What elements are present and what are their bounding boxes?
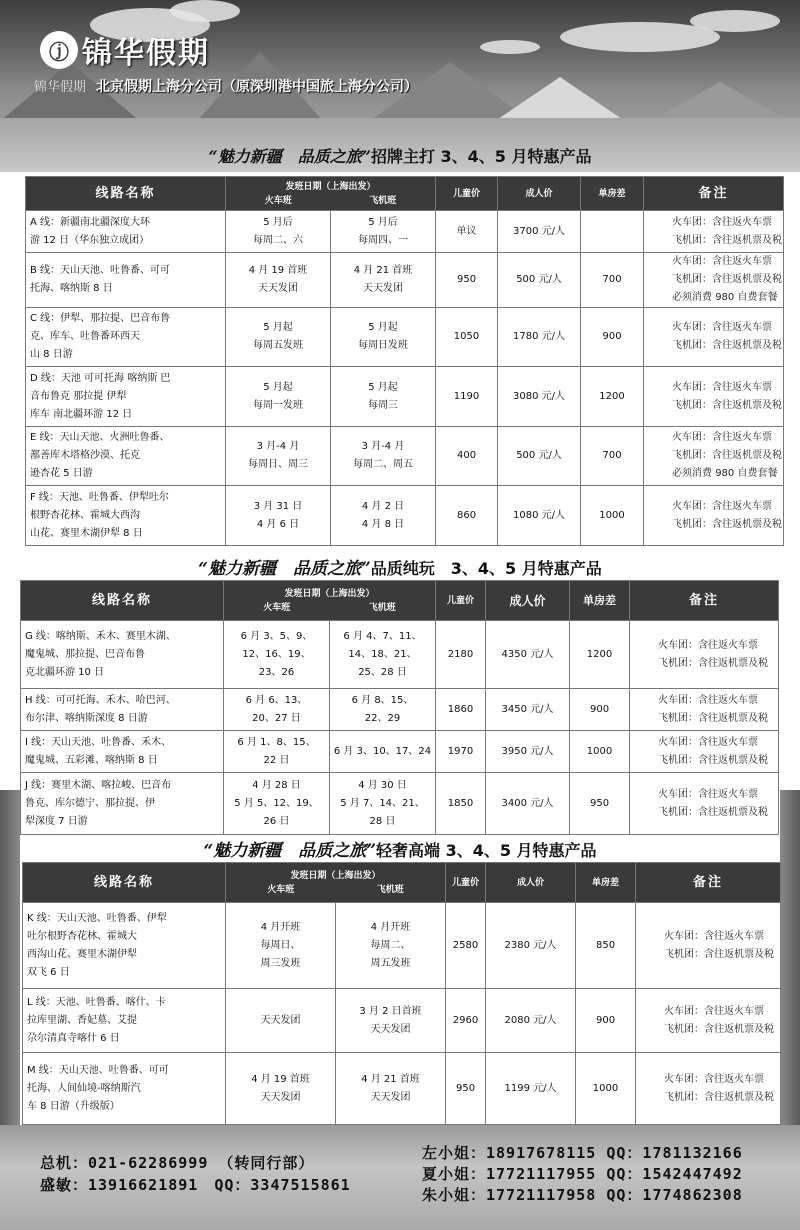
table-row <box>21 689 779 731</box>
note-cell-line: 飞机团：含往返机票及税 <box>658 712 769 724</box>
note-cell-line: 火车团：含往返火车票 <box>664 1073 765 1085</box>
route-cell-line: 魔鬼城、五彩滩、喀纳斯 8 日 <box>25 754 158 766</box>
flight-date-cell <box>331 367 436 427</box>
title-script: “魅力新疆 品质之旅” <box>203 841 376 861</box>
table-row <box>26 253 784 308</box>
table-row <box>23 989 781 1053</box>
adult-price-cell: 3700 元/人 <box>498 211 581 253</box>
title-script: “魅力新疆 品质之旅” <box>208 147 371 166</box>
route-cell-line: D 线：天池 可可托海 喀纳斯 巴 <box>30 372 171 384</box>
route-cell <box>23 989 226 1053</box>
route-cell-line: 车 8 日游（升级版） <box>27 1100 120 1112</box>
child-price-cell: 2580 <box>446 903 486 989</box>
train-date-cell <box>224 731 330 773</box>
brand-subname: 锦华假期 <box>34 80 87 95</box>
route-cell-line: 魔鬼城、那拉提、巴音布鲁 <box>25 648 145 660</box>
flight-date-cell-line: 天天发团 <box>370 1091 411 1103</box>
flight-date-cell-line: 6 月 4、7、11、 <box>343 630 422 642</box>
route-cell-line: 吐尔根野杏花林、霍城大 <box>27 930 137 942</box>
train-date-cell-line: 20、27 日 <box>252 712 301 724</box>
header-train: 火车班 <box>267 884 295 895</box>
route-cell-line: K 线：天山天池、吐鲁番、伊犁 <box>27 912 167 924</box>
flight-date-cell <box>331 211 436 253</box>
note-cell-line: 飞机团：含往返机票及税 <box>664 948 775 960</box>
adult-price-cell: 3080 元/人 <box>498 367 581 427</box>
child-price-cell: 950 <box>436 253 498 308</box>
single-supplement-cell: 700 <box>581 427 644 486</box>
train-date-cell <box>226 1053 336 1125</box>
note-cell <box>644 486 784 546</box>
table-row <box>26 308 784 367</box>
train-date-cell-line: 23、26 <box>258 666 295 678</box>
table-row <box>23 903 781 989</box>
note-cell <box>644 211 784 253</box>
route-cell-line: A 线：新疆南北疆深度大环 <box>30 216 151 228</box>
note-cell-line: 飞机团：含往返机票及税 <box>658 754 769 766</box>
flight-date-cell-line: 5 月 7、14、21、 <box>340 797 425 809</box>
note-cell-line: 飞机团：含往返机票及税 <box>672 234 783 246</box>
adult-price-cell: 500 元/人 <box>498 427 581 486</box>
child-price-cell: 单议 <box>436 211 498 253</box>
flight-date-cell <box>336 989 446 1053</box>
route-cell-line: 克北疆环游 10 日 <box>25 666 105 678</box>
route-cell-line: 游 12 日（华东独立成团） <box>30 234 150 246</box>
table-row <box>26 486 784 546</box>
flight-date-cell-line: 28 日 <box>369 815 396 827</box>
background-scenery <box>780 790 800 1130</box>
route-cell-line: B 线：天山天池、吐鲁番、可可 <box>30 265 171 276</box>
route-cell <box>26 211 226 253</box>
train-date-cell <box>226 367 331 427</box>
route-cell-line: 托海、人间仙境-喀纳斯汽 <box>27 1082 141 1094</box>
flight-date-cell <box>336 1053 446 1125</box>
single-supplement-cell <box>581 211 644 253</box>
note-cell-line: 飞机团：含往返机票及税 <box>664 1023 775 1035</box>
cloud-decoration <box>170 0 240 22</box>
train-date-cell-line: 5 月起 <box>263 381 293 393</box>
header-dates-label: 发班日期（上海出发） <box>290 870 381 881</box>
note-cell-line: 飞机团：含往返机票及税 <box>672 399 783 411</box>
child-price-cell: 1050 <box>436 308 498 367</box>
train-date-cell <box>226 253 331 308</box>
single-supplement-cell: 1000 <box>581 486 644 546</box>
note-cell <box>636 989 781 1053</box>
train-date-cell-line: 4 月 28 日 <box>252 779 301 791</box>
train-date-cell-line: 每周五发班 <box>253 340 303 351</box>
table-row <box>26 427 784 486</box>
header-single: 单房差 <box>576 863 636 903</box>
train-date-cell <box>226 427 331 486</box>
note-cell-line: 必须消费 980 自费套餐 <box>672 292 778 303</box>
train-date-cell-line: 天天发团 <box>258 283 298 294</box>
train-date-cell-line: 天天发团 <box>260 1091 301 1103</box>
note-cell <box>644 253 784 308</box>
train-date-cell <box>226 989 336 1053</box>
train-date-cell-line: 5 月 5、12、19、 <box>234 797 319 809</box>
note-cell <box>630 773 779 835</box>
train-date-cell-line: 22 日 <box>263 754 290 766</box>
route-cell <box>26 253 226 308</box>
single-supplement-cell: 900 <box>570 689 630 731</box>
brand-logo <box>40 28 210 72</box>
child-price-cell: 1190 <box>436 367 498 427</box>
train-date-cell-line: 3 月 31 日 <box>253 500 303 512</box>
header-dates <box>224 581 436 621</box>
flight-date-cell-line: 5 月后 <box>368 216 398 228</box>
flight-date-cell-line: 周五发班 <box>370 957 411 969</box>
train-date-cell-line: 4 月 19 首班 <box>248 265 308 276</box>
train-date-cell <box>226 308 331 367</box>
train-date-cell-line: 26 日 <box>263 815 290 827</box>
product-table-2 <box>20 580 779 835</box>
cloud-decoration <box>480 40 540 54</box>
flight-date-cell-line: 4 月 21 首班 <box>353 265 413 276</box>
header-route: 线路名称 <box>23 863 226 903</box>
flight-date-cell-line: 22、29 <box>364 712 401 724</box>
route-cell-line: G 线：喀纳斯、禾木、赛里木湖、 <box>25 630 176 642</box>
note-cell <box>644 308 784 367</box>
table-row <box>26 211 784 253</box>
train-date-cell-line: 6 月 3、5、9、 <box>240 630 313 642</box>
route-cell <box>26 486 226 546</box>
route-cell-line: 音布鲁克 那拉提 伊犁 <box>30 390 127 402</box>
flight-date-cell <box>331 308 436 367</box>
table-row <box>21 773 779 835</box>
note-cell-line: 飞机团：含往返机票及税 <box>658 657 769 669</box>
train-date-cell-line: 5 月后 <box>263 216 293 228</box>
note-cell <box>644 427 784 486</box>
note-cell-line: 火车团：含往返火车票 <box>658 736 759 748</box>
header-dates-label: 发班日期（上海出发） <box>285 181 376 192</box>
route-cell <box>26 308 226 367</box>
route-cell-line: 犁深度 7 日游 <box>25 815 88 827</box>
adult-price-cell: 3450 元/人 <box>486 689 570 731</box>
route-cell-line: 尕尔清真寺喀什 6 日 <box>27 1032 120 1044</box>
route-cell <box>21 731 224 773</box>
header-single: 单房差 <box>581 177 644 211</box>
header-child: 儿童价 <box>436 581 486 621</box>
route-cell-line: 西沟山花、赛里木湖伊犁 <box>27 948 137 960</box>
flight-date-cell-line: 天天发团 <box>363 283 403 294</box>
route-cell-line: 克、库车、吐鲁番环西天 <box>30 331 140 342</box>
header-note: 备注 <box>644 177 784 211</box>
title-script: “魅力新疆 品质之旅” <box>198 559 371 579</box>
route-cell <box>26 367 226 427</box>
contact-xia: 夏小姐：17721117955 QQ：1542447492 <box>422 1165 743 1183</box>
child-price-cell: 1860 <box>436 689 486 731</box>
flight-date-cell-line: 4 月 8 日 <box>361 518 405 530</box>
route-cell-line: H 线：可可托海、禾木、哈巴河、 <box>25 694 176 706</box>
route-cell-line: J 线：赛里木湖、喀拉峻、巴音布 <box>25 779 172 791</box>
adult-price-cell: 1199 元/人 <box>486 1053 576 1125</box>
note-cell-line: 火车团：含往返火车票 <box>664 1005 765 1017</box>
hotline-text: 总机：021-62286999 （转同行部） <box>40 1154 315 1172</box>
note-cell-line: 火车团：含往返火车票 <box>672 381 773 393</box>
train-date-cell-line: 4 月 6 日 <box>256 518 300 530</box>
flight-date-cell <box>331 427 436 486</box>
route-cell-line: 托海、喀纳斯 8 日 <box>30 283 113 294</box>
table-row <box>21 731 779 773</box>
product-table-1 <box>25 176 784 546</box>
single-supplement-cell: 1200 <box>570 621 630 689</box>
company-name: 北京假期上海分公司（原深圳港中国旅上海分公司） <box>96 79 418 95</box>
header-note: 备注 <box>630 581 779 621</box>
route-cell-line: 山花、赛里木湖伊犁 8 日 <box>30 527 143 539</box>
train-date-cell-line: 周三发班 <box>260 957 301 969</box>
train-date-cell <box>224 621 330 689</box>
flight-date-cell-line: 25、28 日 <box>358 666 407 678</box>
header-dates <box>226 863 446 903</box>
title-rest: 轻奢高端 3、4、5 月特惠产品 <box>376 841 597 860</box>
child-price-cell: 1970 <box>436 731 486 773</box>
contact-shengmin: 盛敏：13916621891 QQ：3347515861 <box>40 1176 351 1194</box>
note-cell-line: 火车团：含往返火车票 <box>672 322 773 333</box>
header-note: 备注 <box>636 863 781 903</box>
adult-price-cell: 3400 元/人 <box>486 773 570 835</box>
adult-price-cell: 4350 元/人 <box>486 621 570 689</box>
flight-date-cell <box>331 253 436 308</box>
note-cell-line: 火车团：含往返火车票 <box>658 694 759 706</box>
adult-price-cell: 2080 元/人 <box>486 989 576 1053</box>
header-dates-label: 发班日期（上海出发） <box>284 588 375 599</box>
train-date-cell-line: 4 月开班 <box>260 921 301 933</box>
single-supplement-cell: 1000 <box>576 1053 636 1125</box>
child-price-cell: 1850 <box>436 773 486 835</box>
single-supplement-cell: 1200 <box>581 367 644 427</box>
route-cell-line: 布尔津、喀纳斯深度 8 日游 <box>25 712 148 724</box>
table-row <box>26 367 784 427</box>
note-cell-line: 火车团：含往返火车票 <box>664 930 765 942</box>
route-cell <box>21 689 224 731</box>
train-date-cell <box>224 773 330 835</box>
flight-date-cell-line: 每周四、一 <box>358 234 408 246</box>
route-cell <box>26 427 226 486</box>
note-cell-line: 飞机团：含往返机票及税 <box>658 806 769 818</box>
title-rest: 招牌主打 3、4、5 月特惠产品 <box>370 147 592 166</box>
single-supplement-cell: 850 <box>576 903 636 989</box>
train-date-cell-line: 3 月-4 月 <box>256 441 300 452</box>
route-cell-line: F 线：天池、吐鲁番、伊犁吐尔 <box>30 491 169 503</box>
train-date-cell <box>224 689 330 731</box>
single-supplement-cell: 1000 <box>570 731 630 773</box>
flight-date-cell <box>336 903 446 989</box>
brand-name: 锦华假期 <box>82 36 210 71</box>
note-cell-line: 必须消费 980 自费套餐 <box>672 468 778 479</box>
route-cell-line: L 线：天池、吐鲁番、喀什、卡 <box>27 996 166 1008</box>
header-route: 线路名称 <box>26 177 226 211</box>
product-table-3 <box>22 862 781 1125</box>
background-scenery <box>0 790 20 1130</box>
header-adult: 成人价 <box>498 177 581 211</box>
train-date-cell-line: 每周二、六 <box>253 234 303 246</box>
flight-date-cell <box>330 773 436 835</box>
flight-date-cell-line: 天天发团 <box>370 1023 411 1035</box>
header-flight: 飞机班 <box>376 884 404 895</box>
contact-zhu: 朱小姐：17721117958 QQ：1774862308 <box>422 1186 743 1204</box>
route-cell <box>21 621 224 689</box>
title-rest: 品质纯玩 3、4、5 月特惠产品 <box>370 559 602 578</box>
route-cell <box>23 1053 226 1125</box>
route-cell-line: 根野杏花林、霍城大西沟 <box>30 509 140 521</box>
train-date-cell <box>226 211 331 253</box>
route-cell-line: 库车 南北疆环游 12 日 <box>30 408 133 420</box>
header-train: 火车班 <box>263 602 291 613</box>
route-cell-line: M 线：天山天池、吐鲁番、可可 <box>27 1064 169 1076</box>
child-price-cell: 2180 <box>436 621 486 689</box>
single-supplement-cell: 950 <box>570 773 630 835</box>
note-cell-line: 飞机团：含往返机票及税 <box>672 274 783 285</box>
train-date-cell-line: 天天发团 <box>260 1014 301 1026</box>
child-price-cell: 860 <box>436 486 498 546</box>
header-single: 单房差 <box>570 581 630 621</box>
train-date-cell-line: 12、16、19、 <box>242 648 311 660</box>
flight-date-cell-line: 3 月-4 月 <box>361 441 405 452</box>
cloud-decoration <box>690 10 780 32</box>
header-flight: 飞机班 <box>368 602 396 613</box>
note-cell-line: 火车团：含往返火车票 <box>672 256 773 267</box>
flight-date-cell <box>330 689 436 731</box>
flight-date-cell <box>331 486 436 546</box>
single-supplement-cell: 900 <box>576 989 636 1053</box>
note-cell <box>630 689 779 731</box>
adult-price-cell: 1780 元/人 <box>498 308 581 367</box>
route-cell-line: E 线：天山天池、火洲吐鲁番、 <box>30 432 170 443</box>
section-title-2 <box>0 554 800 579</box>
flight-date-cell-line: 每周日发班 <box>358 340 408 351</box>
header-child: 儿童价 <box>436 177 498 211</box>
flight-date-cell-line: 4 月 2 日 <box>361 500 405 512</box>
header-train: 火车班 <box>264 195 292 206</box>
route-cell <box>21 773 224 835</box>
route-cell-line: C 线：伊犁、那拉提、巴音布鲁 <box>30 313 171 324</box>
note-cell <box>636 903 781 989</box>
note-cell-line: 火车团：含往返火车票 <box>658 788 759 800</box>
adult-price-cell: 500 元/人 <box>498 253 581 308</box>
section-title-3 <box>0 836 800 861</box>
route-cell-line: 鲁克、库尔德宁、那拉提、伊 <box>25 797 155 809</box>
logo-icon: ⓙ <box>40 31 78 69</box>
note-cell-line: 火车团：含往返火车票 <box>672 216 773 228</box>
route-cell-line: I 线：天山天池、吐鲁番、禾木、 <box>25 736 172 748</box>
note-cell-line: 飞机团：含往返机票及税 <box>664 1091 775 1103</box>
note-cell <box>644 367 784 427</box>
header-adult: 成人价 <box>486 863 576 903</box>
single-supplement-cell: 900 <box>581 308 644 367</box>
route-cell <box>23 903 226 989</box>
train-date-cell-line: 每周日、周三 <box>248 459 308 470</box>
route-cell-line: 鄯善库木塔格沙漠、托克 <box>30 450 140 461</box>
child-price-cell: 2960 <box>446 989 486 1053</box>
flight-date-cell <box>330 621 436 689</box>
train-date-cell-line: 每周日、 <box>260 939 301 951</box>
flight-date-cell-line: 每周三 <box>368 399 398 411</box>
flight-date-cell-line: 4 月 21 首班 <box>361 1073 420 1085</box>
flight-date-cell-line: 每周二、 <box>370 939 411 951</box>
train-date-cell-line: 4 月 19 首班 <box>251 1073 310 1085</box>
child-price-cell: 950 <box>446 1053 486 1125</box>
flight-date-cell-line: 5 月起 <box>368 322 398 333</box>
contact-zuo: 左小姐：18917678115 QQ：1781132166 <box>422 1144 743 1162</box>
train-date-cell-line: 6 月 6、13、 <box>245 694 308 706</box>
header-dates <box>226 177 436 211</box>
note-cell-line: 火车团：含往返火车票 <box>672 500 773 512</box>
header-adult: 成人价 <box>486 581 570 621</box>
note-cell <box>630 621 779 689</box>
train-date-cell-line: 每周一发班 <box>253 399 303 411</box>
section-title-1 <box>0 144 800 167</box>
train-date-cell-line: 6 月 1、8、15、 <box>237 736 316 748</box>
flight-date-cell <box>330 731 436 773</box>
note-cell-line: 飞机团：含往返机票及税 <box>672 518 783 530</box>
adult-price-cell: 3950 元/人 <box>486 731 570 773</box>
header-route: 线路名称 <box>21 581 224 621</box>
route-cell-line: 山 8 日游 <box>30 349 73 360</box>
flight-date-cell-line: 14、18、21、 <box>348 648 417 660</box>
note-cell <box>636 1053 781 1125</box>
flight-date-cell-line: 6 月 3、10、17、24 <box>333 745 432 757</box>
flight-date-cell-line: 4 月开班 <box>370 921 411 933</box>
flight-date-cell-line: 每周二、周五 <box>353 459 413 470</box>
note-cell-line: 飞机团：含往返机票及税 <box>672 340 783 351</box>
note-cell-line: 火车团：含往返火车票 <box>672 432 773 443</box>
adult-price-cell: 1080 元/人 <box>498 486 581 546</box>
note-cell-line: 火车团：含往返火车票 <box>658 639 759 651</box>
table-row <box>21 621 779 689</box>
single-supplement-cell: 700 <box>581 253 644 308</box>
route-cell-line: 逊杏花 5 日游 <box>30 468 93 479</box>
adult-price-cell: 2380 元/人 <box>486 903 576 989</box>
flight-date-cell-line: 5 月起 <box>368 381 398 393</box>
note-cell-line: 飞机团：含往返机票及税 <box>672 450 783 461</box>
header-child: 儿童价 <box>446 863 486 903</box>
route-cell-line: 双飞 6 日 <box>27 966 70 978</box>
flight-date-cell-line: 6 月 8、15、 <box>351 694 414 706</box>
train-date-cell <box>226 486 331 546</box>
route-cell-line: 拉库里湖、香妃墓、艾提 <box>27 1014 137 1026</box>
table-row <box>23 1053 781 1125</box>
note-cell <box>630 731 779 773</box>
train-date-cell <box>226 903 336 989</box>
header-flight: 飞机班 <box>369 195 397 206</box>
flight-date-cell-line: 4 月 30 日 <box>358 779 407 791</box>
train-date-cell-line: 5 月起 <box>263 322 293 333</box>
child-price-cell: 400 <box>436 427 498 486</box>
flight-date-cell-line: 3 月 2 日首班 <box>359 1005 422 1017</box>
header-banner <box>0 0 800 172</box>
